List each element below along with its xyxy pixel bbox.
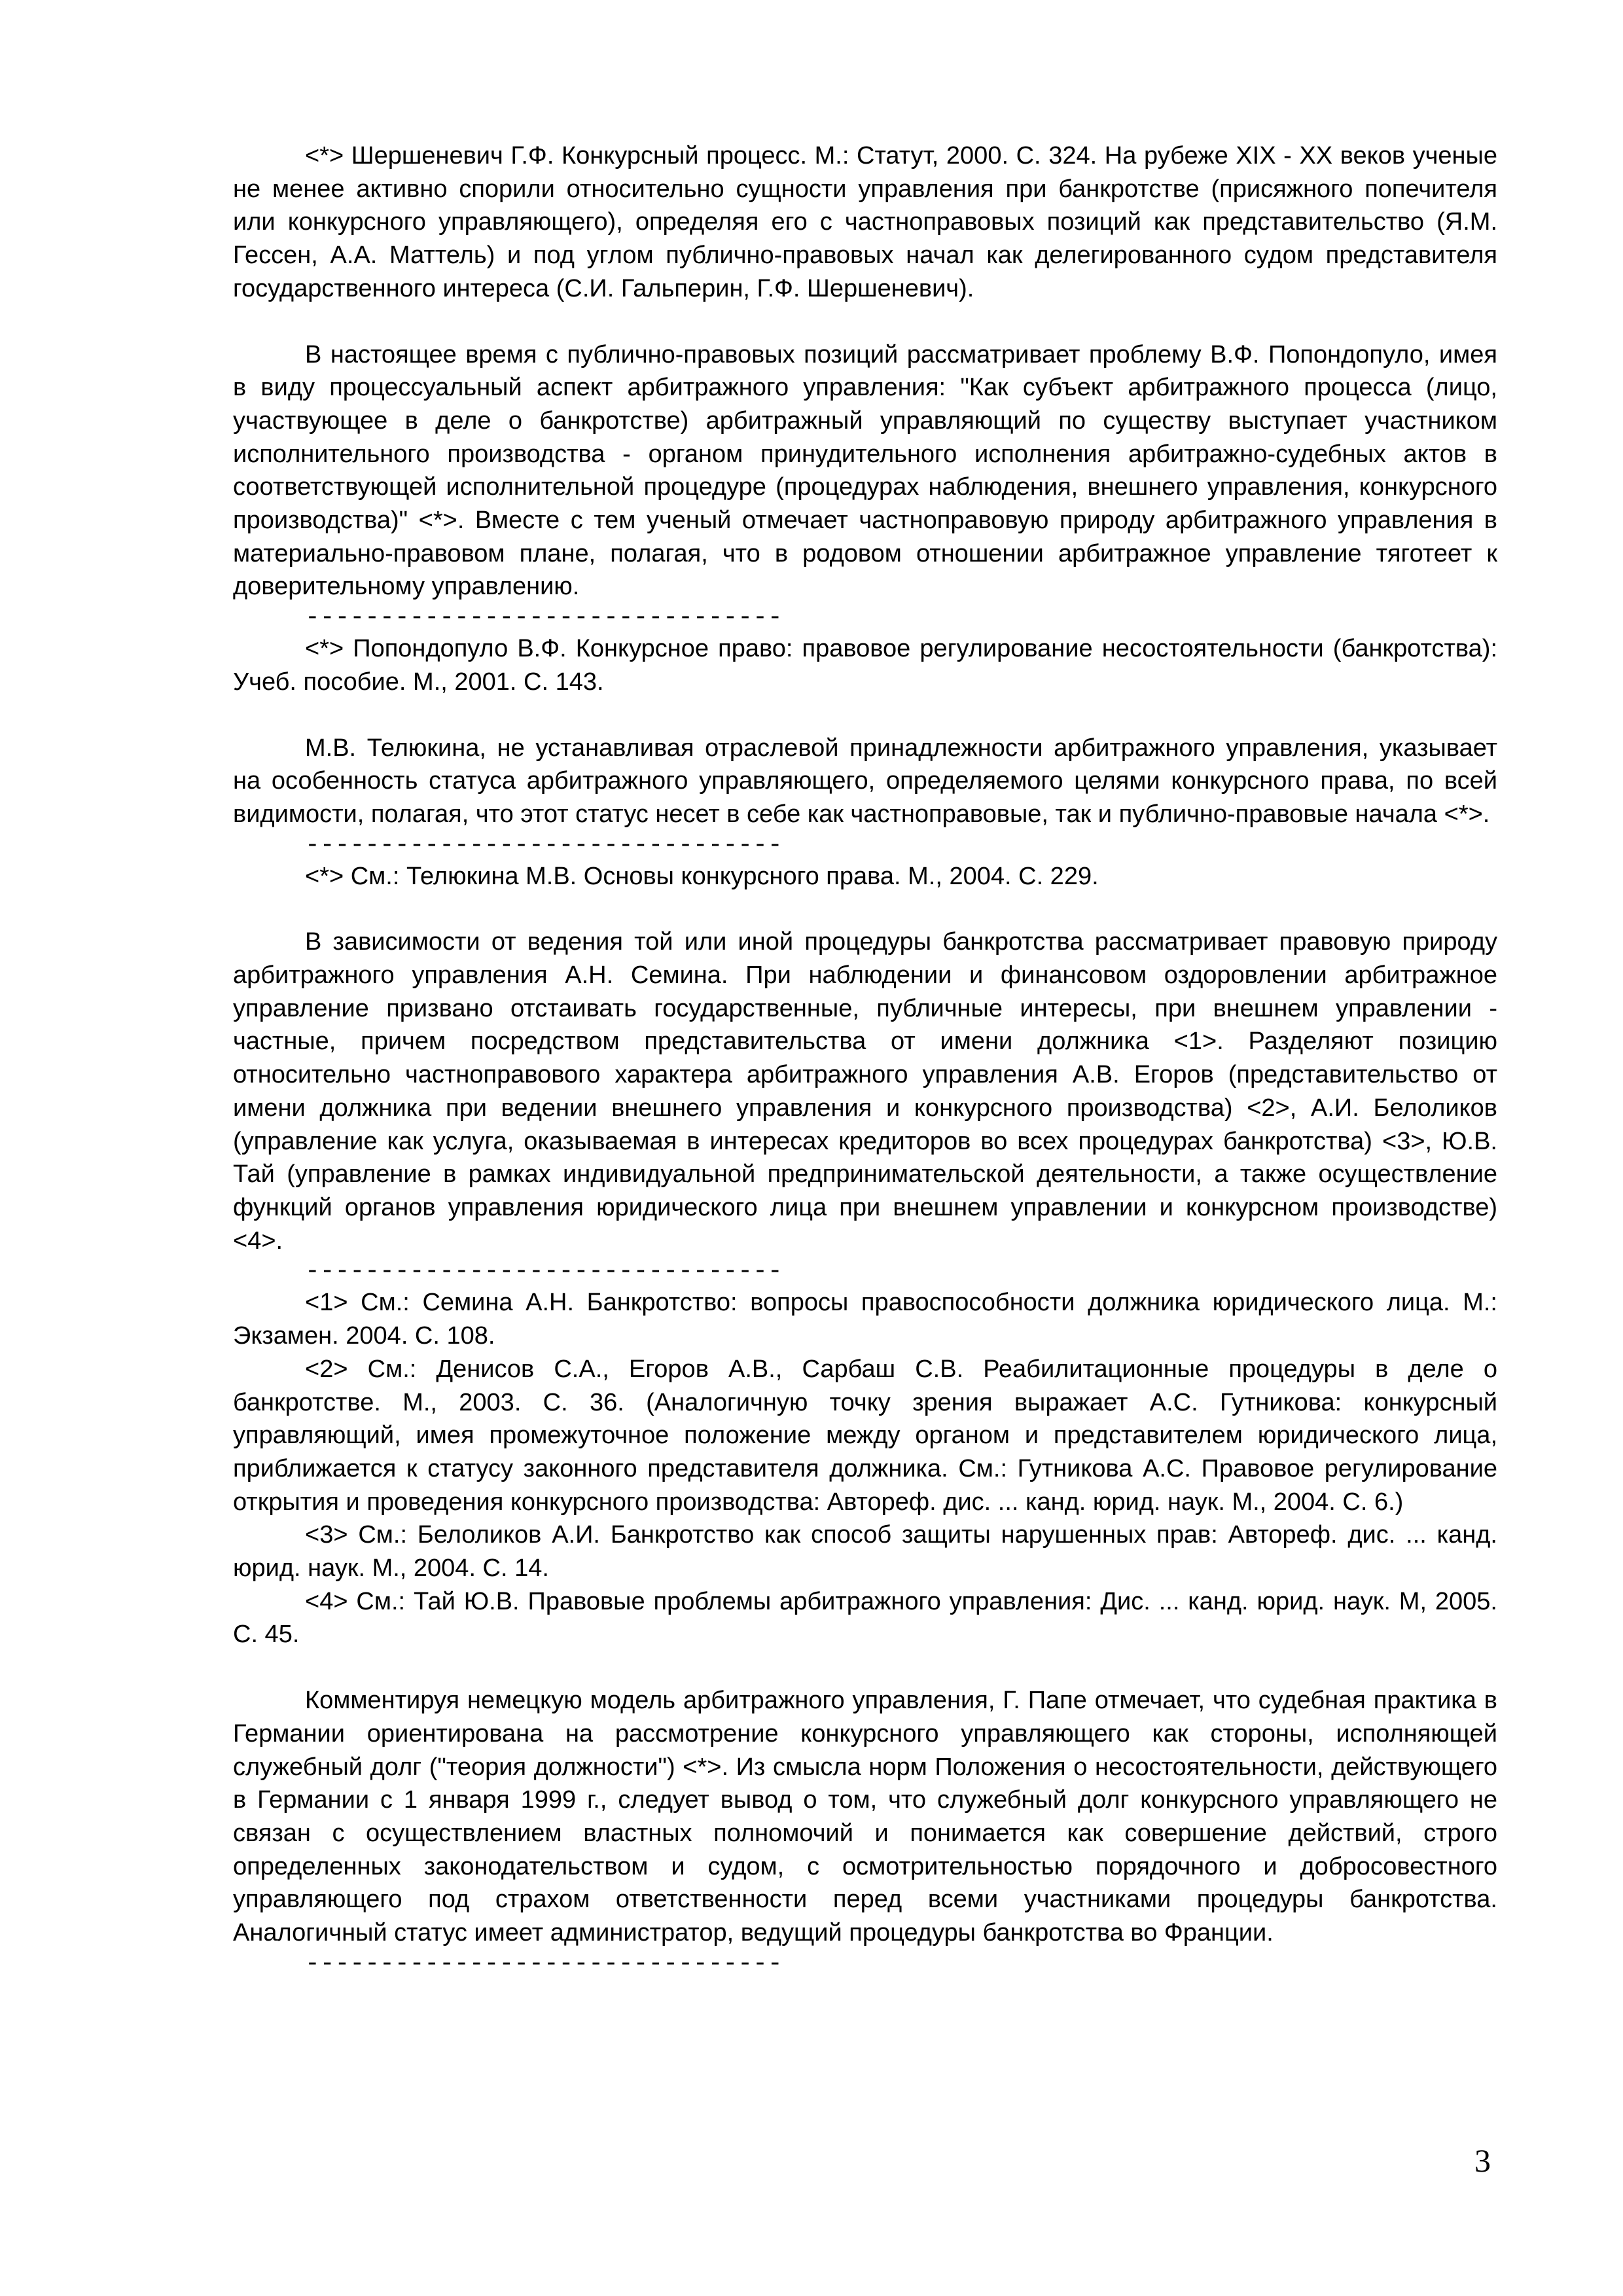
page-number: 3: [1474, 2142, 1491, 2179]
footnote-separator: --------------------------------: [305, 1257, 783, 1286]
footnote-separator: --------------------------------: [305, 831, 783, 859]
footnote-4-tai: <4> См.: Тай Ю.В. Правовые проблемы арбитражного управления: Дис. ... канд. юрид. наук. М, 2005. С. 45.: [233, 1587, 1497, 1649]
paragraph-gap: [233, 1651, 1497, 1684]
paragraph-telyukina: М.В. Телюкина, не устанавливая отраслевой принадлежности арбитражного управления, указывает на особенность статуса арбитражного управляющего, определяемого целями конкурсного права, по всей видимости, полагая, что этот статус несет в себе как частноправовые, так и публично-правовые начала <*>.: [233, 734, 1497, 828]
paragraph-gap: [233, 699, 1497, 732]
paragraph-semina: В зависимости от ведения той или иной процедуры банкротства рассматривает правовую природу арбитражного управления А.Н. Семина. При наблюдении и финансовом оздоровлении арбитражное управление призвано отстаивать государственные, публичные интересы, при внешнем управлении - частные, причем посредством представительства от имени должника <1>. Разделяют позицию относительно частноправового характера арбитражного управления А.В. Егоров (представительство от имени должника при ведении внешнего управления и конкурсного производства) <2>, А.И. Белоликов (управление как услуга, оказываемая в интересах кредиторов во всех процедурах банкротства) <3>, Ю.В. Тай (управление в рамках индивидуальной предпринимательской деятельности, а также осуществление функций органов управления юридического лица при внешнем управлении и конкурсном производстве) <4>.: [233, 928, 1497, 1255]
footnote-2-denisov: <2> См.: Денисов С.А., Егоров А.В., Сарбаш С.В. Реабилитационные процедуры в деле о банкротстве. М., 2003. С. 36. (Аналогичную точку зрения выражает А.С. Гутникова: конкурсный управляющий, имея промежуточное положение между органом и представителем юридического лица, приближается к статусу законного представителя должника. См.: Гутникова А.С. Правовое регулирование открытия и проведения конкурсного производства: Автореф. дис. ... канд. юрид. наук. М., 2004. С. 6.): [233, 1355, 1497, 1516]
paragraph-popondopulo: В настоящее время с публично-правовых позиций рассматривает проблему В.Ф. Попондопуло, имея в виду процессуальный аспект арбитражного управления: "Как субъект арбитражного процесса (лицо, участвующее в деле о банкротстве) арбитражный управляющий по существу выступает участником исполнительного производства - органом принудительного исполнения арбитражно-судебных актов в соответствующей исполнительной процедуре (процедурах наблюдения, внешнего управления, конкурсного производства)" <*>. Вместе с тем ученый отмечает частноправовую природу арбитражного управления в материально-правовом плане, полагая, что в родовом отношении арбитражное управление тяготеет к доверительному управлению.: [233, 340, 1497, 601]
footnote-popondopulo: <*> Попондопуло В.Ф. Конкурсное право: правовое регулирование несостоятельности (банкротства): Учеб. пособие. М., 2001. С. 143.: [233, 635, 1497, 696]
paragraph-gap: [233, 306, 1497, 338]
footnote-1-semina: <1> См.: Семина А.Н. Банкротство: вопросы правоспособности должника юридического лица. М.: Экзамен. 2004. С. 108.: [233, 1289, 1497, 1350]
footnote-telyukina: <*> См.: Телюкина М.В. Основы конкурсного права. М., 2004. С. 229.: [305, 862, 1099, 890]
paragraph-pape: Комментируя немецкую модель арбитражного управления, Г. Папе отмечает, что судебная практика в Германии ориентирована на рассмотрение конкурсного управляющего как стороны, исполняющей служебный долг ("теория должности") <*>. Из смысла норм Положения о несостоятельности, действующего в Германии с 1 января 1999 г., следует вывод о том, что служебный долг конкурсного управляющего не связан с осуществлением властных полномочий и понимается как совершение действий, строго определенных законодательством и судом, с осмотрительностью порядочного и добросовестного управляющего под страхом ответственности перед всеми участниками процедуры банкротства. Аналогичный статус имеет администратор, ведущий процедуры банкротства во Франции.: [233, 1687, 1497, 1947]
footnote-separator: --------------------------------: [305, 1949, 783, 1978]
page-content: [233, 139, 1497, 1979]
footnote-separator: --------------------------------: [305, 603, 783, 632]
footnote-3-belolikov: <3> См.: Белоликов А.И. Банкротство как способ защиты нарушенных прав: Автореф. дис. ... канд. юрид. наук. М., 2004. С. 14.: [233, 1521, 1497, 1583]
paragraph-footnote-shershenevich: <*> Шершеневич Г.Ф. Конкурсный процесс. М.: Статут, 2000. С. 324. На рубеже XIX - XX веков ученые не менее активно спорили относительно сущности управления при банкротстве (присяжного попечителя или конкурсного управляющего), определяя его с частноправовых позиций как представительство (Я.М. Гессен, А.А. Маттель) и под углом публично-правовых начал как делегированного судом представителя государственного интереса (С.И. Гальперин, Г.Ф. Шершеневич).: [233, 142, 1497, 302]
paragraph-gap: [233, 893, 1497, 925]
